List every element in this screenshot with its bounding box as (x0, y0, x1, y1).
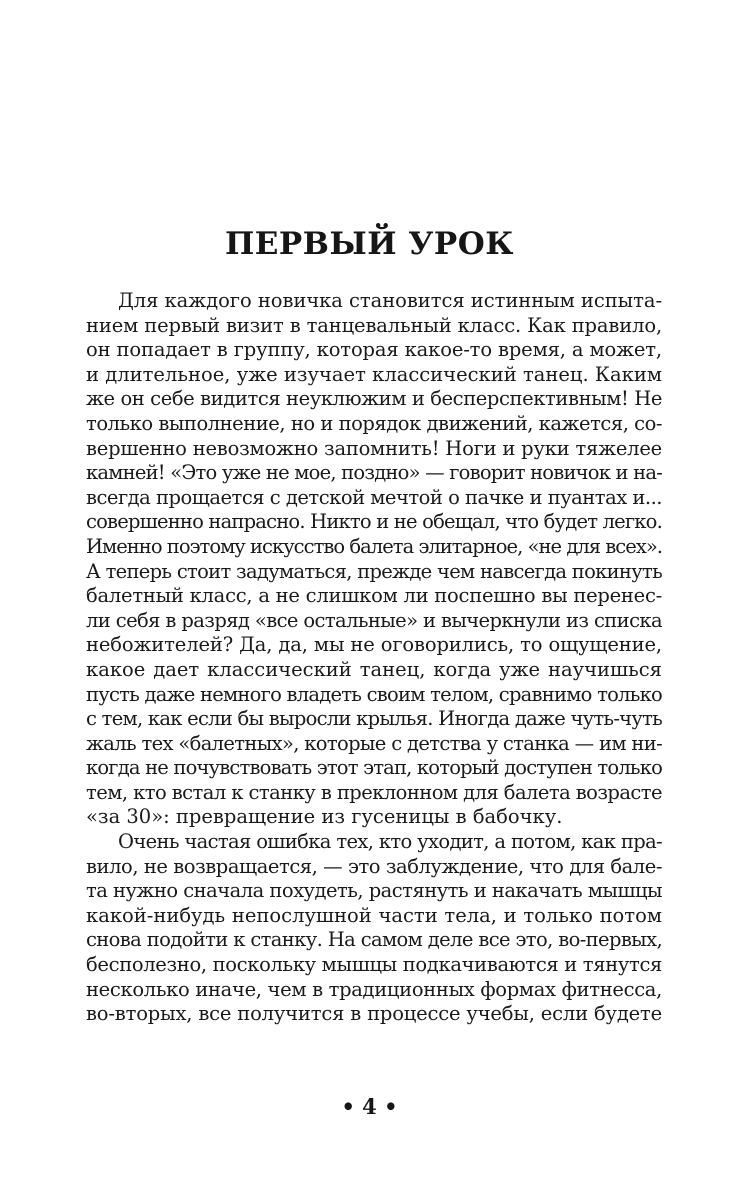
text-line: вершенно невозможно запомнить! Ноги и руки тяжелее (86, 436, 663, 460)
paragraph-1 (86, 289, 662, 830)
text-line: пусть даже немного владеть своим телом, сравнимо только (86, 682, 662, 706)
text-line: снова подойти к станку. На самом деле все это, во-первых, (86, 928, 663, 952)
text-line: какой-нибудь непослушной части тела, и только потом (86, 903, 662, 927)
chapter-title: ПЕРВЫЙ УРОК (225, 226, 514, 262)
text-line: Очень частая ошибка тех, кто уходит, а потом, как пра- (118, 830, 663, 854)
text-line: небожителей? Да, да, мы не оговорились, то ощущение, (86, 633, 662, 657)
text-line: Для каждого новичка становится истинным испыта- (118, 289, 662, 312)
text-line: совершенно напрасно. Никто и не обещал, что будет легко. (86, 510, 663, 534)
paragraph-2 (86, 830, 662, 1027)
text-line: тем, кто встал к станку в преклонном для балета возрасте (86, 780, 662, 804)
text-line: и длительное, уже изучает классический танец. Каким (86, 362, 662, 386)
text-line: Именно поэтому искусство балета элитарное, «не для всех». (86, 534, 663, 558)
text-line: во-вторых, все получится в процессе учебы, если будете (86, 1002, 663, 1026)
text-line: камней! «Это уже не мое, поздно» — говорит новичок и на- (86, 461, 663, 485)
text-line: нием первый визит в танцевальный класс. Как правило, (86, 313, 662, 337)
text-line: «за 30»: превращение из гусеницы в бабочку. (86, 805, 563, 829)
text-line: А теперь стоит задуматься, прежде чем навсегда покинуть (86, 559, 662, 583)
text-line: же он себе видится неуклюжим и бесперспективным! Не (86, 387, 662, 411)
text-line: балетный класс, а не слишком ли поспешно вы перенес- (86, 584, 662, 608)
text-line: ли себя в разряд «все остальные» и вычеркнули из списка (86, 608, 662, 632)
text-line: вило, не возвращается, — это заблуждение, что для бале- (86, 854, 662, 878)
text-line: бесполезно, поскольку мышцы подкачиваются и тянутся (86, 953, 662, 977)
text-line: всегда прощается с детской мечтой о пачке и пуантах и... (86, 485, 663, 509)
text-line: какое дает классический танец, когда уже научишься (86, 657, 662, 681)
text-line: когда не почувствовать этот этап, который доступен только (86, 756, 662, 780)
text-line: только выполнение, но и порядок движений, кажется, со- (86, 411, 663, 435)
text-line: та нужно сначала похудеть, растянуть и накачать мышцы (86, 879, 662, 903)
text-line: несколько иначе, чем в традиционных формах фитнесса, (86, 977, 662, 1001)
text-line: он попадает в группу, которая какое-то время, а может, (86, 338, 662, 362)
body-text (86, 289, 662, 1027)
page-number: • 4 • (341, 1094, 398, 1119)
text-line: с тем, как если бы выросли крылья. Иногда даже чуть-чуть (86, 707, 663, 731)
text-line: жаль тех «балетных», которые с детства у станка — им ни- (86, 731, 663, 755)
